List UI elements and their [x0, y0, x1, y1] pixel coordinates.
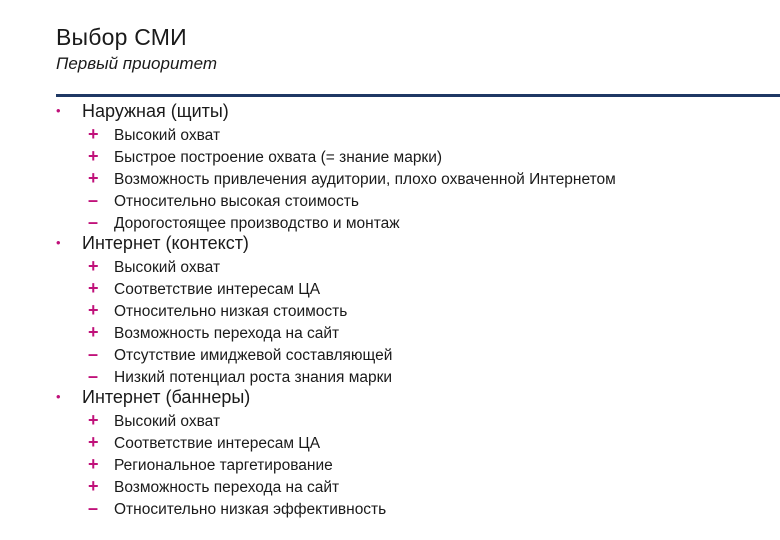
- item-text: Региональное таргетирование: [114, 457, 333, 474]
- plus-icon: +: [88, 124, 99, 144]
- item-text: Соответствие интересам ЦА: [114, 435, 321, 452]
- list-item: [56, 301, 392, 323]
- plus-icon: +: [88, 146, 99, 166]
- item-text: Относительно низкая эффективность: [114, 501, 387, 518]
- list-item: [56, 191, 616, 213]
- pros-cons-list: [56, 411, 386, 521]
- list-item: [56, 279, 392, 301]
- plus-icon: +: [88, 256, 99, 276]
- pros-cons-list: [56, 257, 392, 389]
- plus-icon: +: [88, 322, 99, 342]
- item-text: Низкий потенциал роста знания марки: [114, 369, 393, 386]
- list-item: [56, 411, 386, 433]
- section-label: Интернет (контекст): [82, 233, 249, 253]
- section-heading: [56, 101, 616, 125]
- plus-icon: +: [88, 168, 99, 188]
- bullet-icon: •: [56, 389, 61, 404]
- item-text: Возможность перехода на сайт: [114, 325, 340, 342]
- list-item: [56, 499, 386, 521]
- item-text: Соответствие интересам ЦА: [114, 281, 321, 298]
- list-item: [56, 367, 392, 389]
- plus-icon: +: [88, 410, 99, 430]
- item-text: Относительно низкая стоимость: [114, 303, 348, 320]
- bullet-icon: •: [56, 235, 61, 250]
- plus-icon: +: [88, 454, 99, 474]
- item-text: Возможность привлечения аудитории, плохо охваченной Интернетом: [114, 171, 616, 188]
- section-internet-context: [56, 233, 392, 389]
- section-outdoor: [56, 101, 616, 235]
- item-text: Дорогостоящее производство и монтаж: [114, 215, 400, 232]
- item-text: Возможность перехода на сайт: [114, 479, 340, 496]
- minus-icon: –: [88, 344, 99, 364]
- minus-icon: –: [88, 498, 99, 518]
- plus-icon: +: [88, 476, 99, 496]
- slide-subtitle: Первый приоритет: [56, 54, 218, 73]
- list-item: [56, 147, 616, 169]
- minus-icon: –: [88, 212, 99, 232]
- list-item: [56, 213, 616, 235]
- item-text: Высокий охват: [114, 413, 221, 430]
- plus-icon: +: [88, 278, 99, 298]
- list-item: [56, 257, 392, 279]
- section-heading: [56, 233, 392, 257]
- item-text: Быстрое построение охвата (= знание марки): [114, 149, 443, 166]
- title-divider: [56, 94, 780, 97]
- slide-title: Выбор СМИ: [56, 24, 187, 50]
- bullet-icon: •: [56, 103, 61, 118]
- section-internet-banners: [56, 387, 386, 521]
- list-item: [56, 169, 616, 191]
- minus-icon: –: [88, 190, 99, 210]
- list-item: [56, 455, 386, 477]
- list-item: [56, 125, 616, 147]
- plus-icon: +: [88, 432, 99, 452]
- item-text: Относительно высокая стоимость: [114, 193, 359, 210]
- section-label: Интернет (баннеры): [82, 387, 251, 407]
- list-item: [56, 477, 386, 499]
- pros-cons-list: [56, 125, 616, 235]
- item-text: Высокий охват: [114, 259, 221, 276]
- plus-icon: +: [88, 300, 99, 320]
- section-label: Наружная (щиты): [82, 101, 229, 121]
- list-item: [56, 345, 392, 367]
- list-item: [56, 323, 392, 345]
- section-heading: [56, 387, 386, 411]
- minus-icon: –: [88, 366, 99, 386]
- list-item: [56, 433, 386, 455]
- item-text: Высокий охват: [114, 127, 221, 144]
- item-text: Отсутствие имиджевой составляющей: [114, 347, 393, 364]
